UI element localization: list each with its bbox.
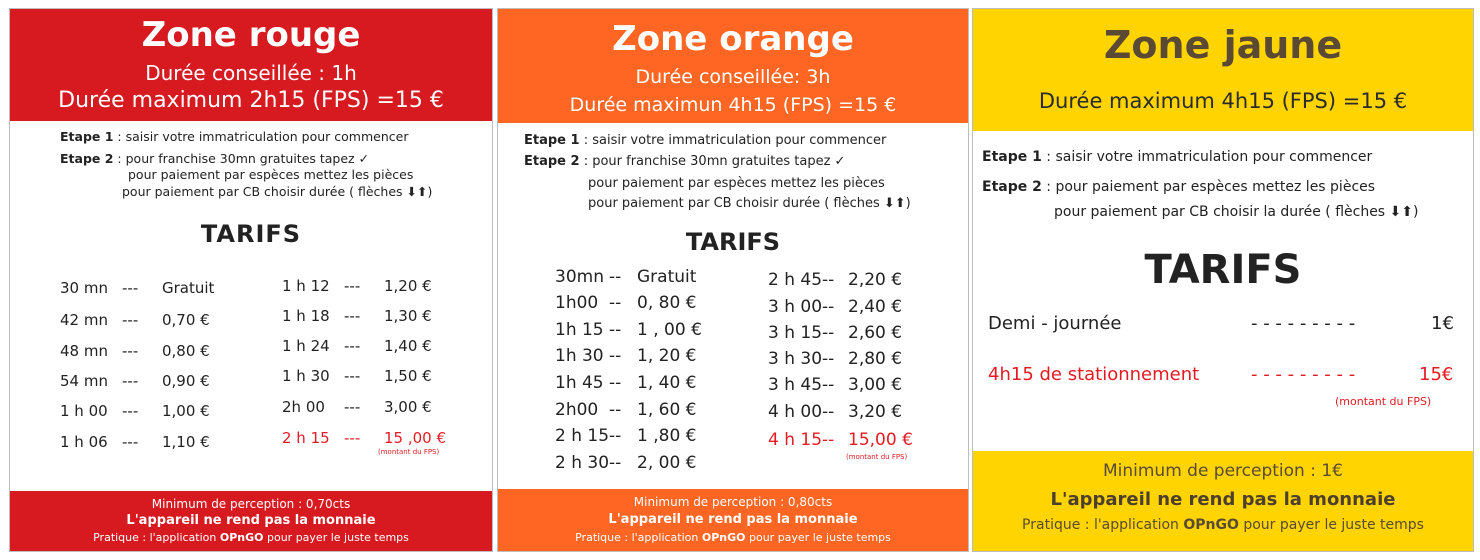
zone-rouge-step2-cash: pour paiement par espèces mettez les pièces [128, 167, 414, 182]
rate-time: 1 h 30 [282, 367, 330, 385]
rate-row [768, 297, 902, 317]
rate-price: 1 , 00 € [637, 320, 702, 340]
zone-jaune-no-change: L'appareil ne rend pas la monnaie [1050, 489, 1396, 510]
zone-rouge-step2-card: pour paiement par CB choisir durée ( flèches ⬇⬆) [122, 184, 433, 199]
rate-dash: --- [122, 311, 139, 329]
rate-time: 54 mn [60, 372, 108, 390]
app-prefix: Pratique : l'application [1022, 517, 1179, 533]
rate-row-fps [282, 429, 446, 447]
rate-dash: -- [609, 320, 622, 340]
rate-time: 2 h 15 [555, 426, 610, 446]
zone-rouge-footer [10, 491, 492, 551]
rate-price: 1, 60 € [637, 400, 697, 420]
app-name: OPnGO [219, 531, 264, 544]
rate-dash: -- [822, 297, 835, 317]
step2-label: Etape 2 [982, 179, 1042, 195]
app-name: OPnGO [701, 531, 746, 544]
step2-text: : pour paiement par espèces mettez les pièces [1046, 179, 1376, 195]
rate-dash: -- [609, 293, 622, 313]
zone-rouge-min-perception: Minimum de perception : 0,70cts [151, 497, 351, 511]
rate-row [282, 337, 432, 355]
zone-jaune-title: Zone jaune [1103, 23, 1343, 67]
zone-orange-min-perception: Minimum de perception : 0,80cts [633, 495, 833, 509]
zone-rouge-panel [9, 8, 493, 552]
rate-price: 1,30 € [384, 307, 432, 325]
rate-price: Gratuit [162, 279, 215, 297]
rate-row [768, 375, 902, 395]
rate-time: 1 h 24 [282, 337, 330, 355]
rate-time: 2 h 15 [282, 429, 330, 447]
rate-time: 4 h 15 [768, 430, 823, 450]
zone-orange-recommended-duration: Durée conseillée: 3h [635, 66, 831, 88]
rate-dash: -- [609, 453, 622, 473]
step1-label: Etape 1 [982, 149, 1042, 165]
rate-time: 3 h 15 [768, 323, 823, 343]
rate-dash: -- [609, 400, 622, 420]
rate-price: 1,00 € [162, 402, 210, 420]
rate-row [555, 346, 696, 366]
zone-orange-panel [497, 8, 969, 552]
step2-label: Etape 2 [524, 154, 580, 169]
rate-time: 1 h 12 [282, 277, 330, 295]
rate-dash: --- [344, 337, 361, 355]
rate-dash: --- [344, 367, 361, 385]
step2-text: : pour franchise 30mn gratuites tapez ✓ [583, 154, 846, 169]
rate-dash: -- [609, 267, 622, 287]
rate-time: 1 h 06 [60, 433, 108, 451]
rate-dash: --- [344, 277, 361, 295]
zone-rouge-no-change: L'appareil ne rend pas la monnaie [126, 513, 376, 528]
zone-jaune-panel [972, 8, 1474, 552]
rate-price: 2, 00 € [637, 453, 697, 473]
rate-row [555, 453, 696, 473]
rate-time: 3 h 45 [768, 375, 823, 395]
zone-orange-fps-note: (montant du FPS) [846, 453, 908, 461]
rate-price: 1, 20 € [637, 346, 697, 366]
app-suffix: pour payer le juste temps [267, 531, 409, 544]
rate-dash: --- [122, 342, 139, 360]
rate-row [555, 373, 696, 393]
rate-row [282, 307, 432, 325]
rate-time: 2h 00 [282, 398, 325, 416]
zone-rouge-header [10, 9, 492, 121]
app-suffix: pour payer le juste temps [749, 531, 891, 544]
rate-price: 1 ,80 € [637, 426, 697, 446]
rate-price: 0,90 € [162, 372, 210, 390]
rate-dash: --- [122, 433, 139, 451]
rate-row [555, 426, 696, 446]
zone-orange-step1 [524, 133, 886, 148]
rate-time: 30 mn [60, 279, 108, 297]
rate-row [282, 277, 432, 295]
step2-text: : pour franchise 30mn gratuites tapez ✓ [117, 151, 370, 166]
rate-time: 1h 45 [555, 373, 604, 393]
app-prefix: Pratique : l'application [575, 531, 699, 544]
zone-orange-app-line [498, 531, 968, 544]
rate-time: 30mn [555, 267, 604, 287]
rate-row [60, 342, 210, 360]
rate-price: 3,00 € [848, 375, 903, 395]
app-name: OPnGO [1183, 517, 1239, 533]
step1-text: : saisir votre immatriculation pour commencer [583, 133, 887, 148]
zone-jaune-header [973, 9, 1473, 131]
rate-price: 1,20 € [384, 277, 432, 295]
rate-dash: --- [344, 398, 361, 416]
zone-rouge-app-line [10, 531, 492, 544]
rate-row [60, 311, 210, 329]
rate-time: 1 h 00 [60, 402, 108, 420]
rate-price: 3,00 € [384, 398, 432, 416]
rate-row [60, 279, 214, 297]
rate-row-fps [768, 430, 913, 450]
zone-orange-step2 [524, 154, 845, 169]
rate-dash: -- [822, 402, 835, 422]
rate-time: 1 h 18 [282, 307, 330, 325]
rate-row [555, 320, 702, 340]
zone-orange-title: Zone orange [612, 19, 854, 59]
rate-price: 15,00 € [848, 430, 913, 450]
zone-jaune-min-perception: Minimum de perception : 1€ [1102, 461, 1344, 481]
zone-jaune-max-duration: Durée maximum 4h15 (FPS) =15 € [1038, 89, 1408, 113]
rate-time: 42 mn [60, 311, 108, 329]
rate-time: 2h00 [555, 400, 599, 420]
rate-dash: --- [122, 372, 139, 390]
rate-dash: --- [122, 402, 139, 420]
rate-dash: -- [609, 426, 622, 446]
rate-dash: -- [822, 323, 835, 343]
zone-jaune-step2 [982, 179, 1375, 195]
rate-price: 1,10 € [162, 433, 210, 451]
rate-time: 4 h 00 [768, 402, 823, 422]
rate-time: 1h00 [555, 293, 599, 313]
zone-rouge-step2 [60, 151, 369, 166]
rate-price: 2,20 € [848, 270, 903, 290]
rate-dash: -- [822, 349, 835, 369]
zone-orange-header [498, 9, 968, 123]
zone-jaune-fps-note: (montant du FPS) [1335, 395, 1432, 408]
zone-jaune-step2-card: pour paiement par CB choisir la durée ( flèches ⬇⬆) [1054, 204, 1419, 220]
rate-fps-dash: - - - - - - - - - [1251, 364, 1356, 385]
rate-price: 2,40 € [848, 297, 903, 317]
zone-rouge-step1 [60, 129, 408, 144]
zone-jaune-tarifs-title: TARIFS [1144, 247, 1302, 293]
rate-dash: -- [822, 430, 835, 450]
rate-row [282, 367, 432, 385]
rate-time: 2 h 45 [768, 270, 823, 290]
rate-row [768, 323, 902, 343]
rate-dash: -- [609, 346, 622, 366]
rate-row [60, 433, 210, 451]
rate-half-day-label: Demi - journée [988, 313, 1122, 334]
zone-orange-step2-cash: pour paiement par espèces mettez les pièces [588, 176, 885, 191]
rate-row [282, 398, 432, 416]
rate-row [555, 400, 696, 420]
app-suffix: pour payer le juste temps [1243, 517, 1424, 533]
rate-price: 1, 40 € [637, 373, 697, 393]
rate-time: 2 h 30 [555, 453, 610, 473]
rate-time: 1h 15 [555, 320, 604, 340]
app-prefix: Pratique : l'application [93, 531, 217, 544]
rate-price: 2,60 € [848, 323, 903, 343]
rate-dash: --- [122, 279, 139, 297]
zone-orange-tarifs-title: TARIFS [685, 228, 781, 256]
zone-rouge-max-duration: Durée maximum 2h15 (FPS) =15 € [58, 88, 444, 113]
rate-time: 3 h 00 [768, 297, 823, 317]
rate-row [555, 267, 696, 287]
rate-dash: -- [822, 375, 835, 395]
rate-row [60, 372, 210, 390]
rate-price: 0, 80 € [637, 293, 697, 313]
step1-text: : saisir votre immatriculation pour commencer [1046, 149, 1373, 165]
step2-label: Etape 2 [60, 151, 114, 166]
zone-rouge-tarifs-title: TARIFS [200, 220, 302, 248]
step1-label: Etape 1 [524, 133, 580, 148]
step1-label: Etape 1 [60, 129, 114, 144]
step1-text: : saisir votre immatriculation pour commencer [117, 129, 409, 144]
rate-fps-price: 15€ [1419, 364, 1454, 385]
rate-row [555, 293, 696, 313]
rate-time: 48 mn [60, 342, 108, 360]
rate-fps-label: 4h15 de stationnement [988, 364, 1200, 385]
zone-orange-step2-card: pour paiement par CB choisir durée ( flèches ⬇⬆) [588, 196, 911, 211]
zone-orange-no-change: L'appareil ne rend pas la monnaie [608, 512, 858, 527]
rate-price: 3,20 € [848, 402, 903, 422]
zone-rouge-recommended-duration: Durée conseillée : 1h [145, 61, 357, 85]
rate-price: Gratuit [637, 267, 697, 287]
zone-jaune-footer [973, 451, 1473, 551]
rate-dash: --- [344, 429, 361, 447]
rate-row [768, 402, 902, 422]
rate-time: 1h 30 [555, 346, 604, 366]
rate-row [768, 270, 902, 290]
rate-price: 1,50 € [384, 367, 432, 385]
rate-price: 2,80 € [848, 349, 903, 369]
rate-price: 15 ,00 € [384, 429, 447, 447]
zone-jaune-app-line [973, 517, 1473, 533]
rate-dash: --- [344, 307, 361, 325]
rate-half-day-price: 1€ [1431, 313, 1454, 334]
rate-time: 3 h 30 [768, 349, 823, 369]
zone-rouge-title: Zone rouge [141, 15, 361, 55]
rate-price: 0,80 € [162, 342, 210, 360]
rate-dash: -- [609, 373, 622, 393]
rate-row [60, 402, 210, 420]
rate-row [768, 349, 902, 369]
rate-price: 1,40 € [384, 337, 432, 355]
zone-orange-max-duration: Durée maximun 4h15 (FPS) =15 € [569, 94, 897, 116]
zone-jaune-step1 [982, 149, 1372, 165]
rate-price: 0,70 € [162, 311, 210, 329]
zone-orange-footer [498, 489, 968, 551]
zone-rouge-fps-note: (montant du FPS) [378, 448, 440, 456]
rate-half-day-dash: - - - - - - - - - [1251, 313, 1356, 334]
rate-dash: -- [822, 270, 835, 290]
